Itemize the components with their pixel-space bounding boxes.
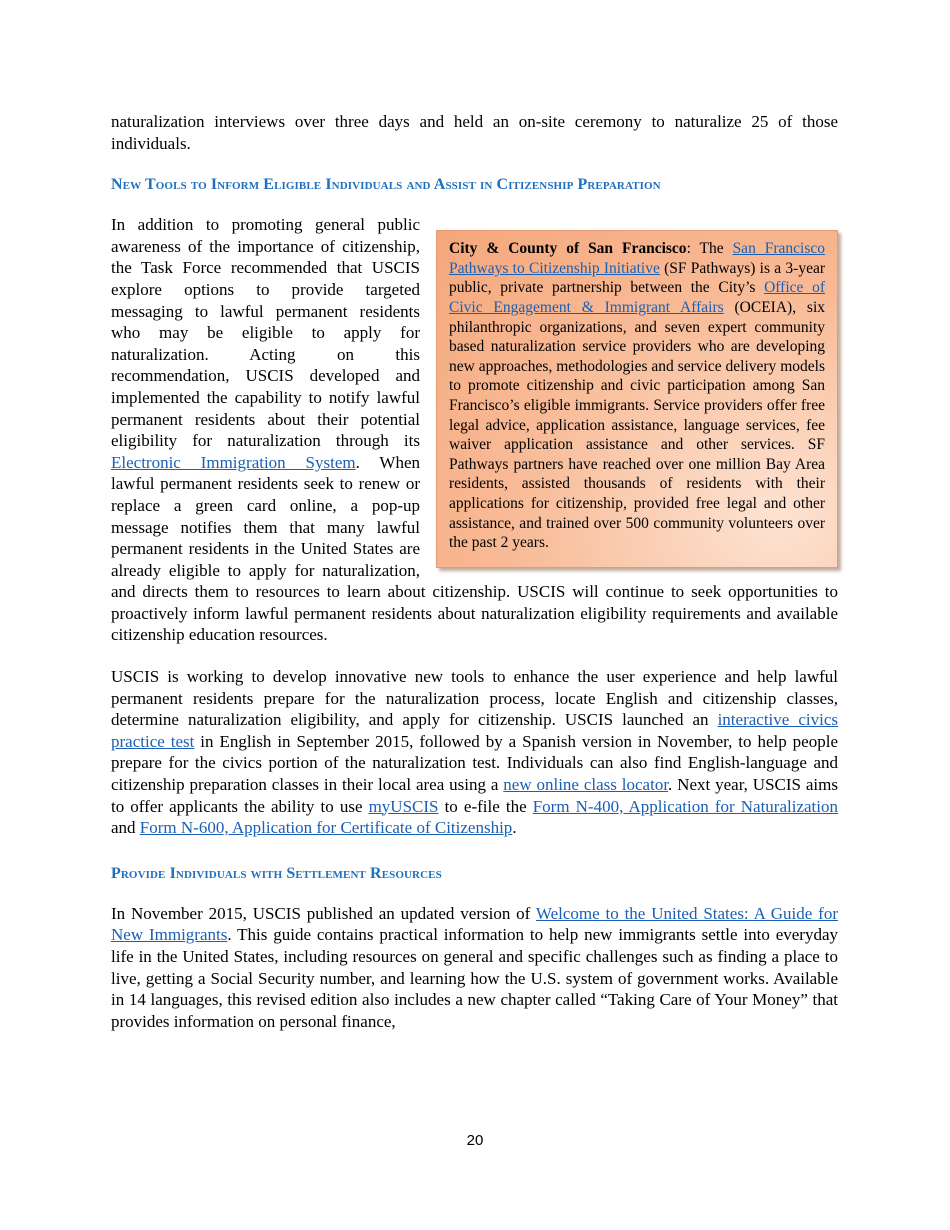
settlement-paragraph	[111, 903, 838, 1033]
callout-text-1: : The	[686, 240, 733, 258]
tools-para-2-text-6: .	[512, 818, 517, 838]
document-page	[111, 111, 838, 1032]
callout-bold-lead: City & County of San Francisco	[449, 240, 687, 258]
callout-text-2: (SF Pathways) is a 3-year public, private partnership between the City’s	[449, 259, 826, 297]
electronic-immigration-system-link[interactable]: Electronic Immigration System	[111, 452, 356, 472]
civics-practice-test-link[interactable]: interactive civics practice test	[111, 710, 838, 751]
tools-para-2-text-3: . Next year, USCIS aims to offer applicants the ability to use	[111, 775, 838, 816]
callout-text-3: (OCEIA), six philanthropic organizations, and seven expert community based naturalization service providers who are developing new approaches, methodologies and service delivery models to promote citizenship and civic participation among San Francisco’s eligible immigrants. Service providers offer free legal advice, application assistance, language services, fee waiver application assistance and other services. SF Pathways partners have reached over one million Bay Area residents, assisted thousands of residents with their applications for citizenship, provided free legal and other assistance, and trained over 500 community volunteers over the past 2 years.	[449, 298, 825, 552]
tools-para-1-text: In addition to promoting general public awareness of the importance of citizenship, the Task Force recommended that USCIS explore options to provide targeted messaging to lawful permanent residents who may be eligible to apply for naturalization. Acting on this recommendation, USCIS developed and implemented the capability to notify lawful permanent residents about their potential eligibility for naturalization through its	[111, 215, 420, 451]
tools-paragraph-1	[111, 214, 838, 646]
sf-pathways-link[interactable]: San Francisco Pathways to Citizenship Initiative	[449, 240, 826, 277]
settlement-text-2: . This guide contains practical information to help new immigrants settle into everyday life in the United States, including resources on general and specific challenges such as finding a place to live, getting a Social Security number, and learning how the U.S. system of government works. Available in 14 languages, this revised edition also includes a new chapter called “Taking Care of Your Money” that provides information on personal finance,	[111, 925, 838, 1031]
class-locator-link[interactable]: new online class locator	[503, 775, 669, 795]
tools-para-1-end: . When lawful permanent residents seek to renew or replace a green card online, a pop-up message notifies them that many lawful permanent residents in the United States are already eligible to apply for naturalization, and directs them to resources to learn about citizenship. USCIS will continue to seek opportunities to proactively inform lawful permanent residents about naturalization eligibility requirements and available citizenship education resources.	[111, 452, 838, 645]
section-heading-new-tools: New Tools to Inform Eligible Individuals and Assist in Citizenship Preparation	[111, 176, 661, 194]
intro-paragraph: naturalization interviews over three days and held an on-site ceremony to naturalize 25 of those individuals.	[111, 112, 838, 153]
sf-pathways-callout-box	[436, 230, 838, 568]
tools-paragraph-2	[111, 666, 838, 839]
section-heading-settlement: Provide Individuals with Settlement Resources	[111, 864, 442, 882]
settlement-text-1: In November 2015, USCIS published an updated version of	[111, 903, 536, 923]
tools-para-2-text-2: in English in September 2015, followed by a Spanish version in November, to help people prepare for the civics portion of the naturalization test. Individuals can also find English-language and citizenship preparation classes in their local area using a	[111, 731, 838, 795]
myuscis-link[interactable]: myUSCIS	[368, 796, 439, 816]
oceia-link[interactable]: Office of Civic Engagement & Immigrant Affairs	[449, 279, 825, 316]
tools-para-2-text-1: USCIS is working to develop innovative new tools to enhance the user experience and help lawful permanent residents prepare for the naturalization process, locate English and citizenship classes, determine naturalization eligibility, and apply for citizenship. USCIS launched an	[111, 667, 838, 730]
form-n600-link[interactable]: Form N-600, Application for Certificate of Citizenship	[139, 818, 513, 838]
tools-para-2-text-4: to e-file the	[438, 796, 533, 816]
welcome-guide-link[interactable]: Welcome to the United States: A Guide for New Immigrants	[111, 903, 838, 945]
tools-para-2-text-5: and	[111, 818, 140, 838]
form-n400-link[interactable]: Form N-400, Application for Naturalization	[532, 796, 838, 816]
page-number: 20	[466, 1132, 484, 1149]
